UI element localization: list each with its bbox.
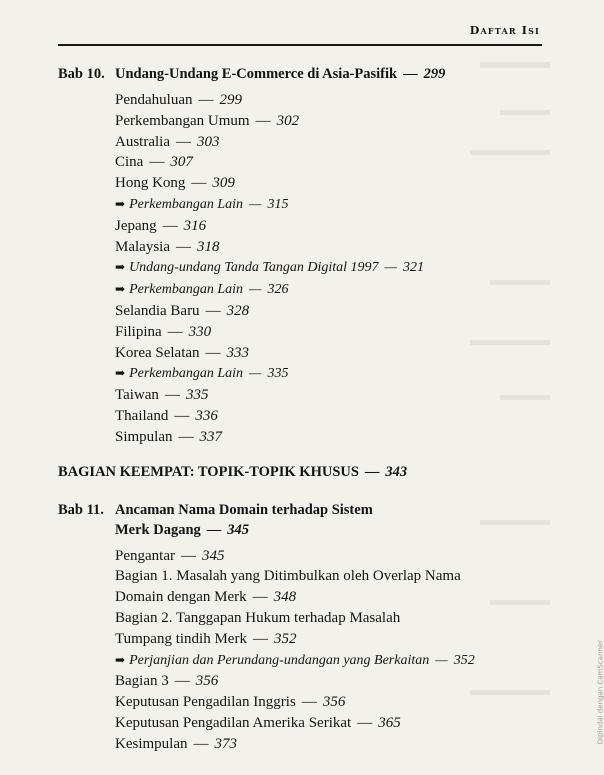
entry-text: Undang-undang Tanda Tangan Digital 1997 — [129, 260, 379, 276]
page-number: 330 — [188, 323, 212, 340]
arrow-right-icon: ➡ — [115, 196, 126, 211]
entry-text: Kesimpulan — [115, 735, 188, 752]
arrow-right-icon: ➡ — [115, 260, 126, 275]
page-number: 352 — [273, 630, 297, 647]
entry-text: Malaysia — [115, 238, 170, 255]
toc-entry: Cina — 307 — [115, 154, 193, 171]
header-rule — [58, 44, 542, 46]
chapter-title: Ancaman Nama Domain terhadap Sistem Merk Dagang — 345 — [115, 501, 373, 538]
entry-text: Simpulan — [115, 428, 173, 445]
entry-text: Jepang — [115, 217, 157, 234]
chapter-11-heading — [58, 500, 548, 540]
page-number: 315 — [267, 196, 289, 212]
chapter-number: Bab 11. — [58, 501, 104, 518]
page-number: 336 — [195, 407, 218, 424]
entry-text: Pendahuluan — [115, 92, 193, 108]
toc-entry: Selandia Baru — 328 — [115, 302, 250, 319]
page-number: 316 — [183, 217, 207, 234]
entry-text: Perkembangan Lain — [129, 196, 243, 212]
toc-subentry: ➡ Perjanjian dan Perundang-undangan yang Berkaitan — 352 — [115, 650, 548, 672]
toc-entry — [115, 608, 548, 629]
running-header: Daftar Isi — [469, 24, 540, 37]
arrow-right-icon: ➡ — [115, 366, 126, 381]
toc-entry: Pengantar — 345 — [115, 547, 225, 564]
toc-entry: Malaysia — 318 — [115, 238, 220, 255]
table-of-contents — [58, 64, 548, 755]
page-number: 302 — [276, 112, 300, 129]
entry-text: Bagian 3 — [115, 673, 169, 690]
entry-text: Australia — [115, 133, 170, 150]
entry-text: Perjanjian dan Perundang-undangan yang Berkaitan — [129, 652, 430, 668]
chapter-11-entries — [115, 546, 548, 755]
toc-subentry: ➡ Undang-undang Tanda Tangan Digital 1997 — 321 — [115, 257, 548, 279]
chapter-title: Undang-Undang E-Commerce di Asia-Pasifik — 299 — [115, 66, 446, 82]
page-number: 321 — [402, 260, 424, 276]
page-number: 335 — [267, 366, 289, 382]
chapter-10-entries — [115, 90, 548, 448]
toc-entry: Filipina — 330 — [115, 323, 212, 340]
entry-text: Bagian 1. Masalah yang Ditimbulkan oleh Overlap Nama — [115, 568, 461, 585]
entry-text: Domain dengan Merk — [115, 589, 247, 606]
toc-entry: Keputusan Pengadilan Inggris — 356 — [115, 694, 346, 711]
toc-entry: Jepang — 316 — [115, 217, 207, 234]
page-number: 337 — [199, 428, 223, 445]
page-number: 335 — [185, 387, 209, 404]
scanner-watermark: Dipindai dengan CamScanner — [596, 640, 604, 745]
toc-entry: Keputusan Pengadilan Amerika Serikat — 365 — [115, 714, 401, 731]
toc-entry: Korea Selatan — 333 — [115, 344, 250, 361]
page-number: 333 — [226, 344, 250, 361]
toc-entry: Kesimpulan — 373 — [115, 735, 237, 752]
entry-text: Perkembangan Umum — [115, 112, 250, 129]
toc-entry: Australia — 303 — [115, 133, 220, 150]
page-number: 307 — [170, 154, 193, 171]
entry-text: Keputusan Pengadilan Inggris — [115, 694, 296, 711]
toc-entry: Pendahuluan — 299 — [115, 92, 242, 108]
chapter-10-heading — [58, 64, 548, 84]
toc-entry: Simpulan — 337 — [115, 428, 223, 445]
entry-text: Perkembangan Lain — [129, 366, 243, 382]
arrow-right-icon: ➡ — [115, 652, 126, 667]
page-number: 318 — [196, 238, 220, 255]
entry-text: Thailand — [115, 407, 169, 424]
toc-subentry: ➡ Perkembangan Lain — 326 — [115, 279, 548, 301]
toc-entry: Taiwan — 335 — [115, 387, 209, 404]
page-number: 328 — [226, 302, 250, 319]
toc-entry: Perkembangan Umum — 302 — [115, 112, 300, 129]
page-number: 373 — [214, 735, 237, 752]
toc-entry — [115, 566, 548, 587]
toc-entry: Bagian 3 — 356 — [115, 673, 219, 690]
toc-subentry: ➡ Perkembangan Lain — 315 — [115, 194, 548, 216]
entry-text: Perkembangan Lain — [129, 282, 243, 298]
toc-entry: Hong Kong — 309 — [115, 175, 235, 192]
toc-entry: Thailand — 336 — [115, 407, 218, 424]
toc-entry: Tumpang tindih Merk — 352 — [115, 630, 297, 647]
entry-text: Cina — [115, 154, 144, 171]
part-4-heading: BAGIAN KEEMPAT: TOPIK-TOPIK KHUSUS — 343 — [58, 463, 408, 480]
page-number: 352 — [453, 652, 475, 668]
entry-text: Filipina — [115, 323, 162, 340]
page-number: 299 — [219, 92, 242, 108]
page-number: 356 — [322, 694, 346, 711]
page-number: 303 — [196, 133, 220, 150]
chapter-number: Bab 10. — [58, 66, 105, 82]
page-number: 348 — [273, 589, 297, 606]
entry-text: Hong Kong — [115, 175, 186, 192]
toc-subentry: ➡ Perkembangan Lain — 335 — [115, 363, 548, 385]
entry-text: Bagian 2. Tanggapan Hukum terhadap Masalah — [115, 609, 401, 626]
toc-entry: Domain dengan Merk — 348 — [115, 589, 297, 606]
page-number: 365 — [378, 714, 401, 731]
entry-text: Korea Selatan — [115, 344, 200, 361]
entry-text: Tumpang tindih Merk — [115, 630, 247, 647]
page-number: 326 — [267, 282, 289, 298]
page-number: 345 — [201, 547, 225, 564]
page-number: 356 — [195, 673, 219, 690]
entry-text: Pengantar — [115, 547, 175, 564]
entry-text: Taiwan — [115, 387, 159, 404]
arrow-right-icon: ➡ — [115, 282, 126, 297]
entry-text: Selandia Baru — [115, 302, 200, 319]
entry-text: Keputusan Pengadilan Amerika Serikat — [115, 714, 352, 731]
page-number: 309 — [212, 175, 235, 192]
